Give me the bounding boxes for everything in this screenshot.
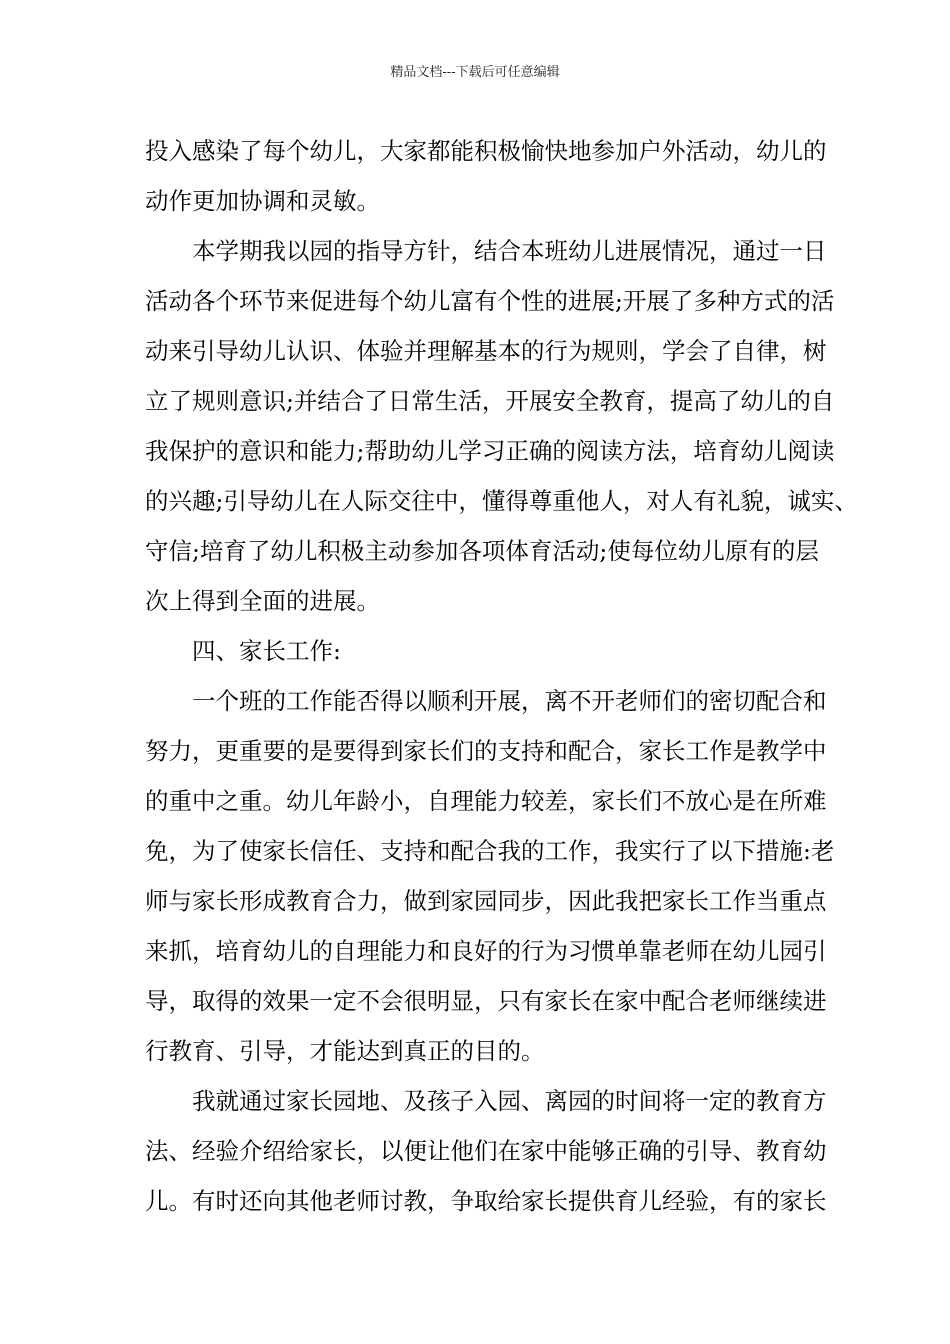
paragraph <box>145 226 858 626</box>
text-line: 四、家长工作: <box>192 637 341 665</box>
text-line: 投入感染了每个幼儿，大家都能积极愉快地参加户外活动，幼儿的 <box>145 137 827 165</box>
paragraph <box>145 676 835 1076</box>
section-heading <box>145 626 810 676</box>
text-line: 来抓，培育幼儿的自理能力和良好的行为习惯单靠老师在幼儿园引 <box>145 937 827 965</box>
text-line: 守信;培育了幼儿积极主动参加各项体育活动;使每位幼儿原有的层 <box>145 537 819 565</box>
text-line: 的兴趣;引导幼儿在人际交往中，懂得尊重他人，对人有礼貌，诚实、 <box>145 487 858 515</box>
text-line: 我保护的意识和能力;帮助幼儿学习正确的阅读方法，培育幼儿阅读 <box>145 437 835 465</box>
text-line: 动来引导幼儿认识、体验并理解基本的行为规则，学会了自律，树 <box>145 337 827 365</box>
text-line: 师与家长形成教育合力，做到家园同步，因此我把家长工作当重点 <box>145 887 827 915</box>
text-line: 我就通过家长园地、及孩子入园、离园的时间将一定的教育方 <box>192 1087 827 1115</box>
document-body <box>145 126 858 1226</box>
text-line: 活动各个环节来促进每个幼儿富有个性的进展;开展了多种方式的活 <box>145 287 835 315</box>
text-line: 行教育、引导，才能达到真正的目的。 <box>145 1037 545 1065</box>
text-line: 导，取得的效果一定不会很明显，只有家长在家中配合老师继续进 <box>145 987 827 1015</box>
paragraph <box>145 1076 827 1226</box>
text-line: 免，为了使家长信任、支持和配合我的工作，我实行了以下措施:老 <box>145 837 835 865</box>
page-header: 精品文档---下载后可任意编辑 <box>390 65 560 80</box>
text-line: 儿。有时还向其他老师讨教，争取给家长提供育儿经验，有的家长 <box>145 1187 827 1215</box>
paragraph <box>145 126 827 226</box>
text-line: 努力，更重要的是要得到家长们的支持和配合，家长工作是教学中 <box>145 737 827 765</box>
text-line: 次上得到全面的进展。 <box>145 587 380 615</box>
text-line: 一个班的工作能否得以顺利开展，离不开老师们的密切配合和 <box>192 687 827 715</box>
text-line: 法、经验介绍给家长，以便让他们在家中能够正确的引导、教育幼 <box>145 1137 827 1165</box>
text-line: 的重中之重。幼儿年龄小，自理能力较差，家长们不放心是在所难 <box>145 787 827 815</box>
text-line: 本学期我以园的指导方针，结合本班幼儿进展情况，通过一日 <box>192 237 827 265</box>
text-line: 立了规则意识;并结合了日常生活，开展安全教育，提高了幼儿的自 <box>145 387 835 415</box>
text-line: 动作更加协调和灵敏。 <box>145 187 380 215</box>
